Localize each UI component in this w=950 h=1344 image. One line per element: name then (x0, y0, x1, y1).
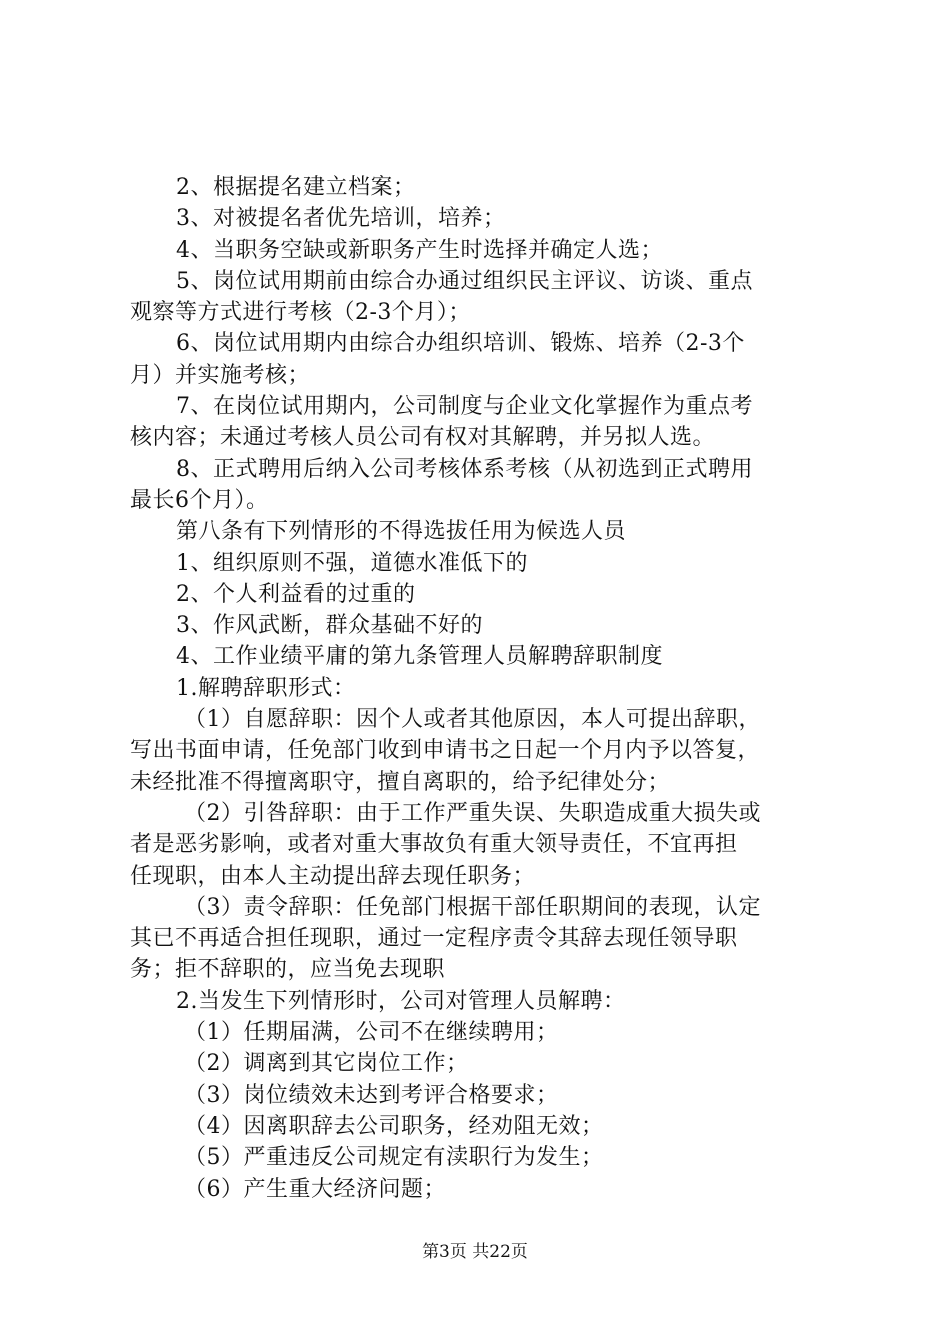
text-line: 4、工作业绩平庸的第九条管理人员解聘辞职制度 (176, 644, 663, 670)
text-line: 1.解聘辞职形式： (176, 675, 356, 701)
text-line: （2）调离到其它岗位工作； (184, 1051, 469, 1077)
text-line: （6）产生重大经济问题； (184, 1176, 446, 1202)
text-line: 3、作风武断，群众基础不好的 (176, 613, 483, 639)
text-line: 1、组织原则不强，道德水准低下的 (176, 550, 528, 576)
text-line: 任现职，由本人主动提出辞去现任职务； (130, 863, 536, 889)
text-line: （3）责令辞职：任免部门根据干部任职期间的表现，认定 (184, 894, 761, 920)
text-line: （5）严重违反公司规定有渎职行为发生； (184, 1145, 604, 1171)
text-line: 8、正式聘用后纳入公司考核体系考核（从初选到正式聘用 (176, 456, 753, 482)
text-line: 核内容；未通过考核人员公司有权对其解聘，并另拟人选。 (130, 425, 716, 451)
text-line: 务；拒不辞职的，应当免去现职 (130, 957, 446, 983)
text-line: 观察等方式进行考核（2-3个月）； (130, 300, 471, 326)
text-line: （4）因离职辞去公司职务，经劝阻无效； (184, 1113, 604, 1139)
text-line: （2）引咎辞职：由于工作严重失误、失职造成重大损失或 (184, 800, 761, 826)
text-line: （1）任期届满，公司不在继续聘用； (184, 1020, 559, 1046)
text-line: 7、在岗位试用期内，公司制度与企业文化掌握作为重点考 (176, 394, 753, 420)
text-line: 2.当发生下列情形时，公司对管理人员解聘： (176, 988, 626, 1014)
page-footer: 第3页 共22页 (422, 1242, 528, 1262)
document-body (130, 172, 830, 1205)
text-line: 月）并实施考核； (130, 362, 311, 388)
text-line: 6、岗位试用期内由综合办组织培训、锻炼、培养（2-3个 (176, 331, 745, 357)
text-line: 5、岗位试用期前由综合办通过组织民主评议、访谈、重点 (176, 268, 753, 294)
text-line: 写出书面申请，任免部门收到申请书之日起一个月内予以答复， (130, 738, 761, 764)
text-line: 第八条有下列情形的不得选拔任用为候选人员 (176, 519, 627, 545)
text-line: 3、对被提名者优先培训，培养； (176, 206, 506, 232)
text-line: 2、个人利益看的过重的 (176, 581, 416, 607)
text-line: 未经批准不得擅离职守，擅自离职的，给予纪律处分； (130, 769, 671, 795)
text-line: 其已不再适合担任现职，通过一定程序责令其辞去现任领导职 (130, 926, 738, 952)
text-line: 最长6个月）。 (130, 487, 269, 513)
text-line: （3）岗位绩效未达到考评合格要求； (184, 1082, 559, 1108)
text-line: 者是恶劣影响，或者对重大事故负有重大领导责任，不宜再担 (130, 832, 738, 858)
text-line: 2、根据提名建立档案； (176, 175, 416, 200)
text-line: （1）自愿辞职：因个人或者其他原因，本人可提出辞职， (184, 707, 761, 733)
text-line: 4、当职务空缺或新职务产生时选择并确定人选； (176, 237, 663, 263)
